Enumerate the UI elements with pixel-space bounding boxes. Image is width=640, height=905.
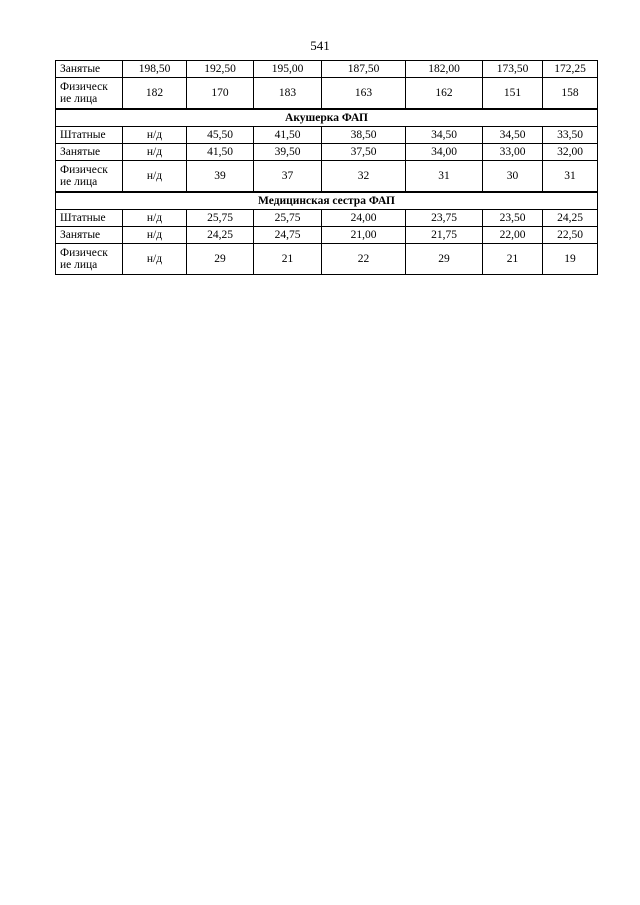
- row-label: Физическ ие лица: [56, 244, 123, 275]
- table-cell: 29: [406, 244, 483, 275]
- table-cell: 31: [406, 161, 483, 193]
- row-label: Физическ ие лица: [56, 161, 123, 193]
- table-cell: 25,75: [254, 210, 322, 227]
- table-row: [56, 161, 598, 193]
- section-header-row: [56, 192, 598, 210]
- table-cell: н/д: [123, 144, 187, 161]
- table-cell: 162: [406, 78, 483, 110]
- table-cell: 187,50: [322, 61, 406, 78]
- table-cell: н/д: [123, 227, 187, 244]
- table-row: [56, 144, 598, 161]
- table-cell: 172,25: [543, 61, 598, 78]
- table-cell: 34,50: [483, 127, 543, 144]
- table-cell: н/д: [123, 244, 187, 275]
- section-header-row: [56, 109, 598, 127]
- table-cell: н/д: [123, 210, 187, 227]
- table-cell: 22,00: [483, 227, 543, 244]
- table-cell: 183: [254, 78, 322, 110]
- table-row: [56, 244, 598, 275]
- table-cell: 45,50: [187, 127, 254, 144]
- row-label: Штатные: [56, 210, 123, 227]
- table-cell: 198,50: [123, 61, 187, 78]
- table-cell: н/д: [123, 161, 187, 193]
- table-cell: 151: [483, 78, 543, 110]
- table-cell: 24,25: [543, 210, 598, 227]
- table-cell: 22: [322, 244, 406, 275]
- table-cell: 24,75: [254, 227, 322, 244]
- table-cell: 37: [254, 161, 322, 193]
- table-cell: 19: [543, 244, 598, 275]
- table-cell: 170: [187, 78, 254, 110]
- table-cell: 39,50: [254, 144, 322, 161]
- row-label: Физическ ие лица: [56, 78, 123, 110]
- staffing-table: [55, 60, 598, 275]
- table-cell: 163: [322, 78, 406, 110]
- table-cell: 23,75: [406, 210, 483, 227]
- row-label: Занятые: [56, 227, 123, 244]
- row-label: Занятые: [56, 61, 123, 78]
- table-cell: 21,00: [322, 227, 406, 244]
- table-cell: 32,00: [543, 144, 598, 161]
- section-title: Акушерка ФАП: [56, 109, 598, 127]
- table-cell: 37,50: [322, 144, 406, 161]
- table-cell: 41,50: [187, 144, 254, 161]
- table-cell: 21,75: [406, 227, 483, 244]
- table-cell: 21: [254, 244, 322, 275]
- table-row: [56, 127, 598, 144]
- table-cell: 34,50: [406, 127, 483, 144]
- table-cell: 34,00: [406, 144, 483, 161]
- table-cell: 41,50: [254, 127, 322, 144]
- table-row: [56, 227, 598, 244]
- table-cell: 30: [483, 161, 543, 193]
- table-cell: 29: [187, 244, 254, 275]
- table-cell: 173,50: [483, 61, 543, 78]
- table-cell: 31: [543, 161, 598, 193]
- table-cell: 33,00: [483, 144, 543, 161]
- table-cell: 22,50: [543, 227, 598, 244]
- table-cell: 182,00: [406, 61, 483, 78]
- table-cell: 158: [543, 78, 598, 110]
- table-cell: 21: [483, 244, 543, 275]
- table-cell: 32: [322, 161, 406, 193]
- row-label: Штатные: [56, 127, 123, 144]
- table-body: [56, 61, 598, 275]
- table-cell: 24,00: [322, 210, 406, 227]
- table-cell: 39: [187, 161, 254, 193]
- table-cell: 182: [123, 78, 187, 110]
- row-label: Занятые: [56, 144, 123, 161]
- table-row: [56, 210, 598, 227]
- table-row: [56, 78, 598, 110]
- page-number: 541: [310, 38, 330, 53]
- table-cell: 38,50: [322, 127, 406, 144]
- table-cell: 195,00: [254, 61, 322, 78]
- table-cell: 33,50: [543, 127, 598, 144]
- table-cell: н/д: [123, 127, 187, 144]
- table-row: [56, 61, 598, 78]
- section-title: Медицинская сестра ФАП: [56, 192, 598, 210]
- table-cell: 24,25: [187, 227, 254, 244]
- table-cell: 25,75: [187, 210, 254, 227]
- table-cell: 23,50: [483, 210, 543, 227]
- table-cell: 192,50: [187, 61, 254, 78]
